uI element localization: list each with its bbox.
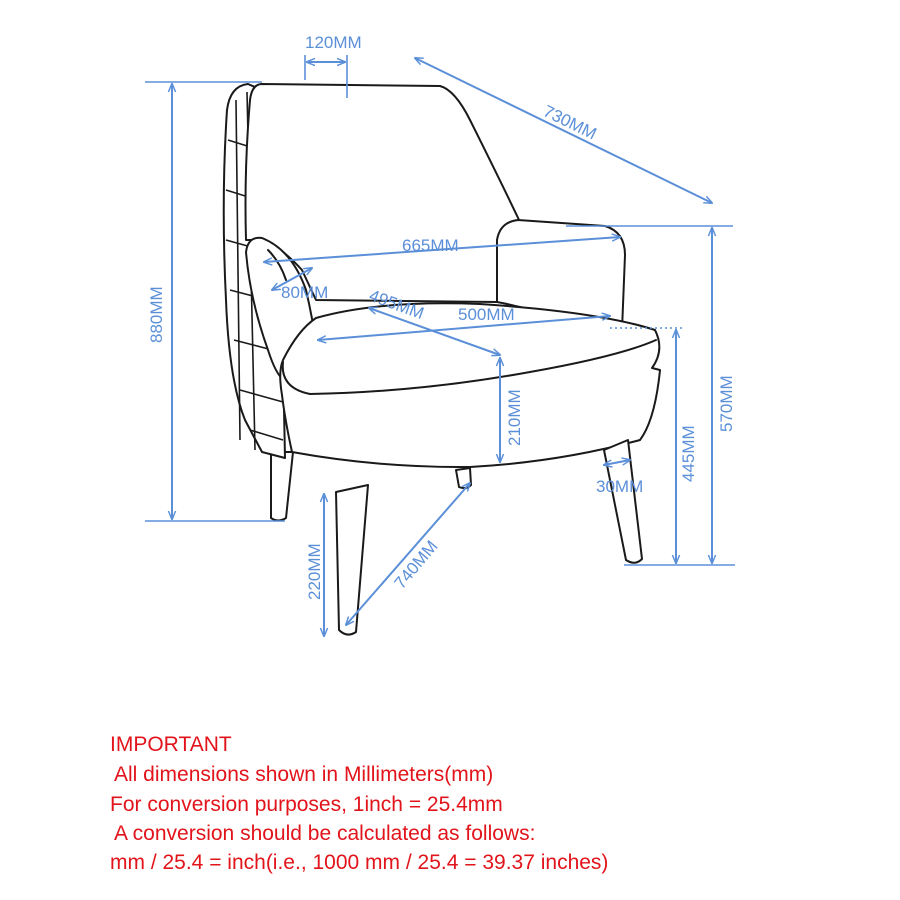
chair-outline: [224, 84, 660, 635]
label-seat-depth: 495MM: [366, 285, 427, 324]
label-overall-width: 665MM: [402, 236, 459, 255]
front-right-leg: [604, 440, 642, 563]
back-left-leg: [271, 452, 293, 521]
label-arm-width: 80MM: [281, 283, 329, 302]
label-arm-height: 570MM: [717, 375, 736, 432]
label-overall-depth: 730MM: [540, 101, 600, 144]
label-leg-diameter: 30MM: [596, 477, 644, 496]
front-left-leg: [336, 485, 368, 635]
label-seat-thickness: 210MM: [505, 389, 524, 446]
label-seat-width: 500MM: [458, 305, 515, 324]
label-leg-span: 740MM: [390, 536, 442, 593]
label-seat-height: 445MM: [679, 425, 698, 482]
notes-line-4: mm / 25.4 = inch(i.e., 1000 mm / 25.4 = 39.37 inches): [110, 851, 609, 874]
label-leg-height: 220MM: [305, 543, 324, 600]
label-overall-height: 880MM: [147, 286, 166, 343]
notes-line-2: For conversion purposes, 1inch = 25.4mm: [110, 793, 503, 816]
notes-line-1: All dimensions shown in Millimeters(mm): [114, 763, 494, 786]
notes-heading: IMPORTANT: [110, 733, 232, 756]
notes-line-3: A conversion should be calculated as follows:: [114, 822, 536, 845]
label-back-thickness: 120MM: [305, 33, 362, 52]
